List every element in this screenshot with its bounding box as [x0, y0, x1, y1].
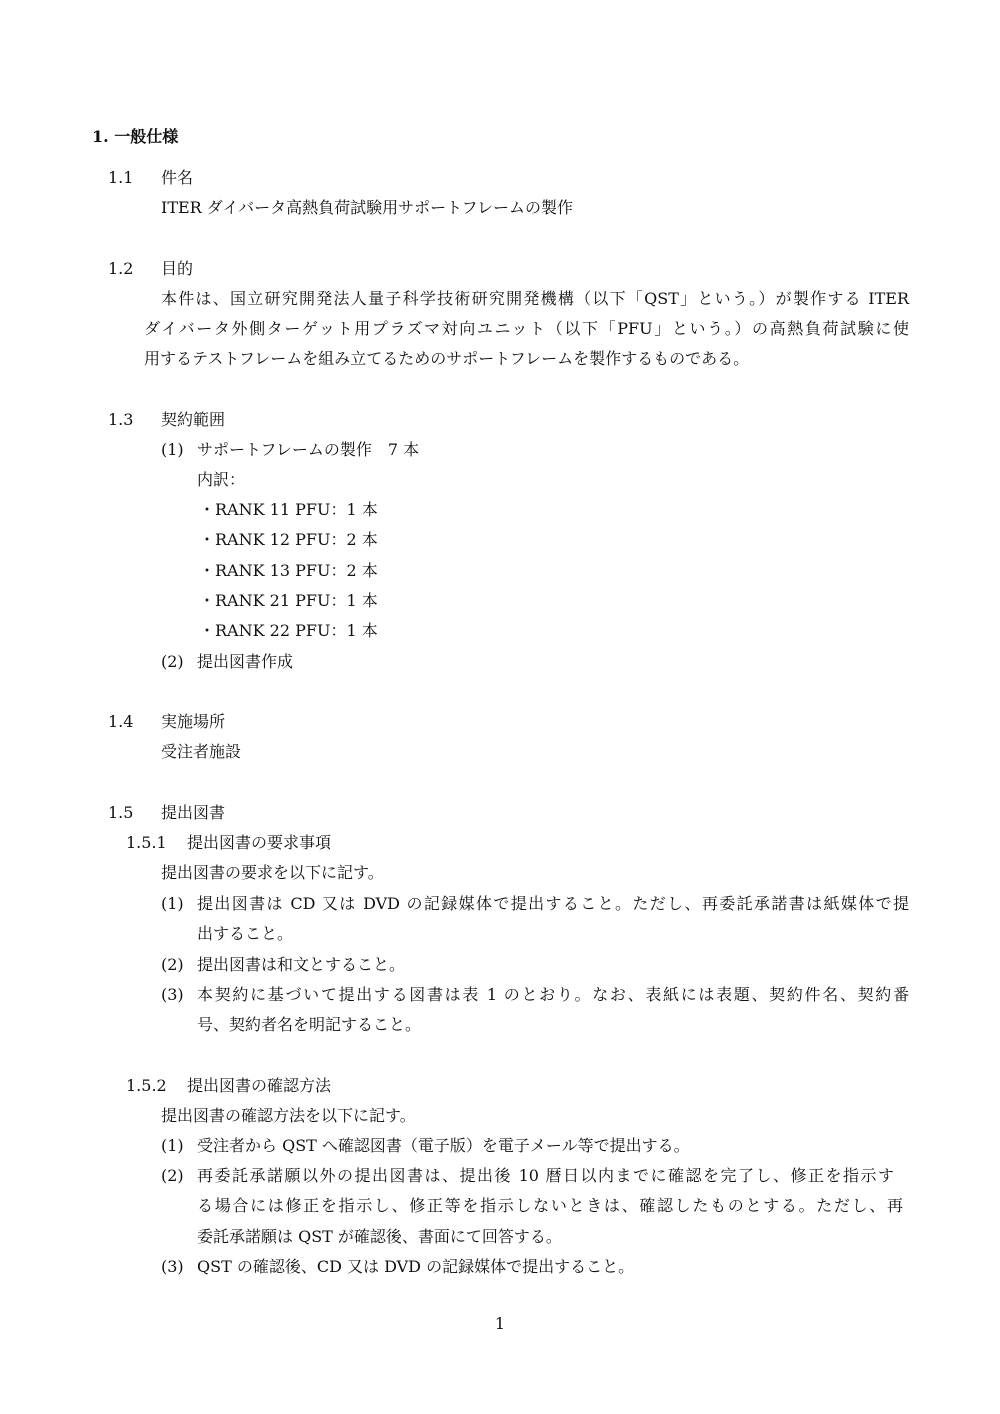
breakdown-item: ・RANK 12 PFU：2 本 — [199, 530, 378, 549]
list-marker: (2) — [161, 955, 184, 974]
paragraph-line: ダイバータ外側ターゲット用プラズマ対向ユニット（以下「PFU」という。）の高熱負荷試験に使 — [144, 319, 909, 338]
paragraph-line: 本件は、国立研究開発法人量子科学技術研究開発機構（以下「QST」という。）が製作する ITER — [161, 289, 909, 308]
breakdown-label: 内訳： — [197, 470, 246, 489]
section-title: 実施場所 — [161, 712, 226, 731]
section-title: 提出図書 — [161, 803, 226, 822]
list-item-text: 再委託承諾願以外の提出図書は、提出後 10 暦日以内までに確認を完了し、修正を指示す — [197, 1166, 894, 1185]
section-number: 1.5 — [108, 803, 134, 822]
list-item-text: 提出図書は CD 又は DVD の記録媒体で提出すること。ただし、再委託承諾書は紙媒体で提 — [197, 894, 909, 913]
list-item-text: サポートフレームの製作 7 本 — [197, 440, 420, 459]
list-item-text: 提出図書は和文とすること。 — [197, 955, 406, 974]
subsection-number: 1.5.1 — [126, 833, 167, 852]
page-number: 1 — [494, 1314, 506, 1333]
breakdown-item: ・RANK 13 PFU：2 本 — [199, 561, 378, 580]
list-marker: (2) — [161, 652, 184, 671]
paragraph-line: 提出図書の確認方法を以下に記す。 — [161, 1106, 416, 1125]
list-marker: (1) — [161, 1136, 184, 1155]
list-marker: (3) — [161, 985, 184, 1004]
section-title: 件名 — [161, 168, 194, 187]
section-number: 1.4 — [108, 712, 134, 731]
list-item-text: 号、契約者名を明記すること。 — [197, 1015, 422, 1034]
paragraph-line: ITER ダイバータ高熱負荷試験用サポートフレームの製作 — [161, 198, 574, 217]
list-marker: (1) — [161, 440, 184, 459]
paragraph-line: 用するテストフレームを組み立てるためのサポートフレームを製作するものである。 — [144, 349, 750, 368]
section-number: 1.2 — [108, 259, 134, 278]
list-marker: (2) — [161, 1166, 184, 1185]
list-marker: (1) — [161, 894, 184, 913]
subsection-title: 提出図書の確認方法 — [187, 1076, 332, 1095]
subsection-title: 提出図書の要求事項 — [187, 833, 332, 852]
list-item-text: 出すること。 — [197, 924, 294, 943]
paragraph-line: 提出図書の要求を以下に記す。 — [161, 863, 384, 882]
subsection-number: 1.5.2 — [126, 1076, 167, 1095]
section-heading: 1. 一般仕様 — [92, 127, 179, 146]
list-item-text: 本契約に基づいて提出する図書は表 1 のとおり。なお、表紙には表題、契約件名、契約番 — [197, 985, 909, 1004]
section-title: 契約範囲 — [161, 410, 226, 429]
breakdown-item: ・RANK 21 PFU：1 本 — [199, 591, 378, 610]
breakdown-item: ・RANK 22 PFU：1 本 — [199, 621, 378, 640]
list-marker: (3) — [161, 1257, 184, 1276]
breakdown-item: ・RANK 11 PFU：1 本 — [199, 500, 378, 519]
list-item-text: QST の確認後、CD 又は DVD の記録媒体で提出すること。 — [197, 1257, 635, 1276]
list-item-text: る場合には修正を指示し、修正等を指示しないときは、確認したものとする。ただし、再 — [197, 1196, 903, 1215]
section-number: 1.1 — [108, 168, 134, 187]
list-item-text: 委託承諾願は QST が確認後、書面にて回答する。 — [197, 1227, 562, 1246]
section-number: 1.3 — [108, 410, 134, 429]
list-item-text: 受注者から QST へ確認図書（電子版）を電子メール等で提出する。 — [197, 1136, 690, 1155]
paragraph-line: 受注者施設 — [161, 742, 242, 761]
list-item-text: 提出図書作成 — [197, 652, 294, 671]
section-title: 目的 — [161, 259, 194, 278]
